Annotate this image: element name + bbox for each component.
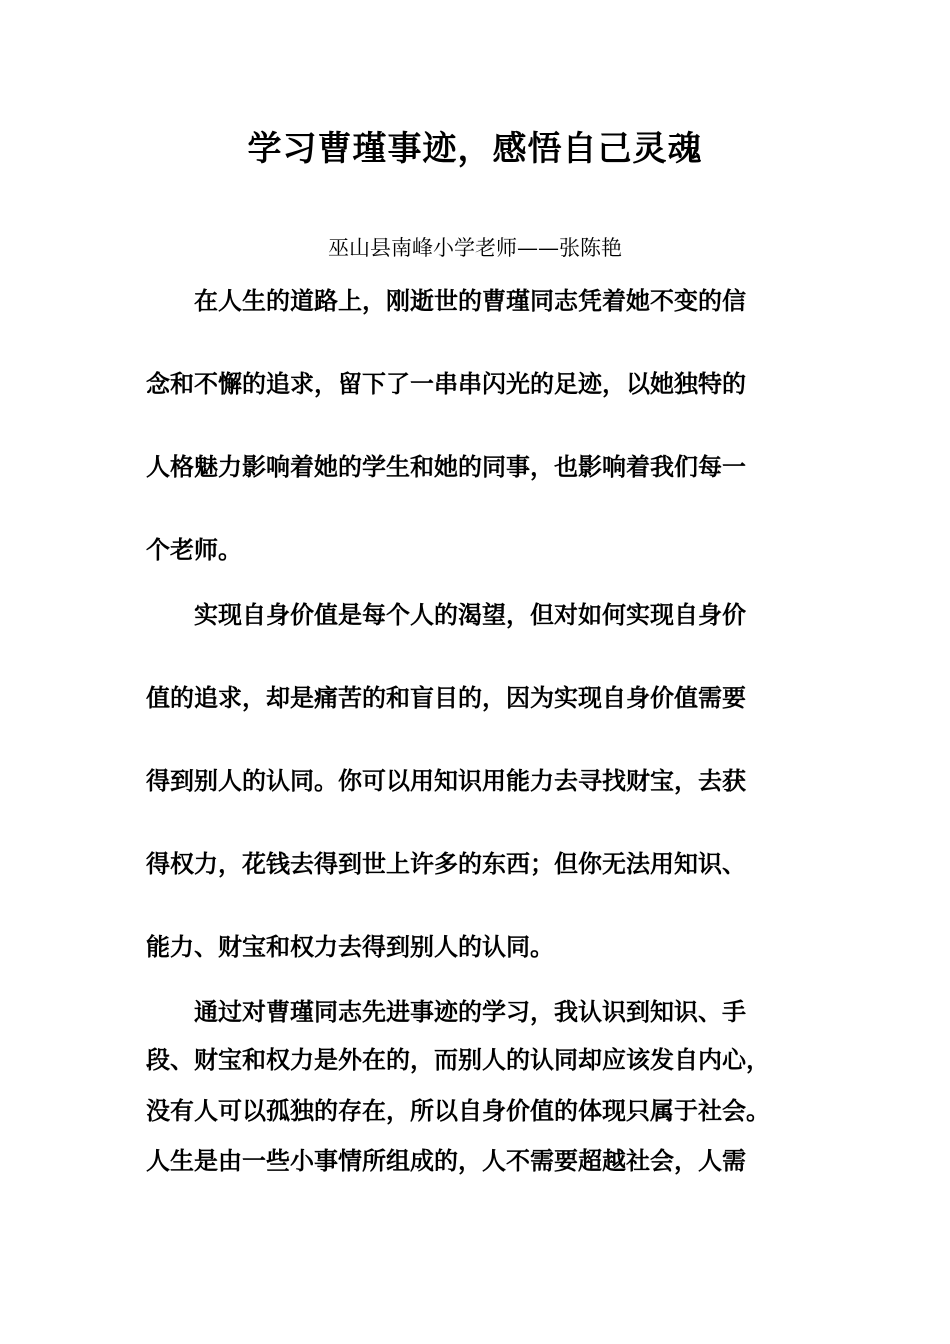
- paragraph-2-line-2: 值的追求，却是痛苦的和盲目的，因为实现自身价值需要: [146, 684, 746, 712]
- paragraph-1-line-1: 在人生的道路上，刚逝世的曹瑾同志凭着她不变的信: [194, 287, 746, 315]
- paragraph-3-line-2: 段、财宝和权力是外在的，而别人的认同却应该发自内心，: [146, 1046, 770, 1074]
- paragraph-3-line-4: 人生是由一些小事情所组成的，人不需要超越社会，人需: [146, 1147, 746, 1175]
- paragraph-1-line-4: 个老师。: [146, 536, 242, 564]
- paragraph-1-line-2: 念和不懈的追求，留下了一串串闪光的足迹，以她独特的: [146, 370, 746, 398]
- paragraph-3-line-1: 通过对曹瑾同志先进事迹的学习，我认识到知识、手: [194, 998, 746, 1026]
- paragraph-3-line-3: 没有人可以孤独的存在，所以自身价值的体现只属于社会。: [146, 1097, 770, 1125]
- document-title: 学习曹瑾事迹，感悟自己灵魂: [247, 129, 703, 169]
- paragraph-2-line-1: 实现自身价值是每个人的渴望，但对如何实现自身价: [194, 601, 746, 629]
- paragraph-2-line-5: 能力、财宝和权力去得到别人的认同。: [146, 933, 554, 961]
- paragraph-2-line-3: 得到别人的认同。你可以用知识用能力去寻找财宝，去获: [146, 767, 746, 795]
- author-byline: 巫山县南峰小学老师——张陈艳: [328, 236, 622, 260]
- paragraph-1-line-3: 人格魅力影响着她的学生和她的同事，也影响着我们每一: [146, 453, 746, 481]
- paragraph-2-line-4: 得权力，花钱去得到世上许多的东西；但你无法用知识、: [146, 850, 746, 878]
